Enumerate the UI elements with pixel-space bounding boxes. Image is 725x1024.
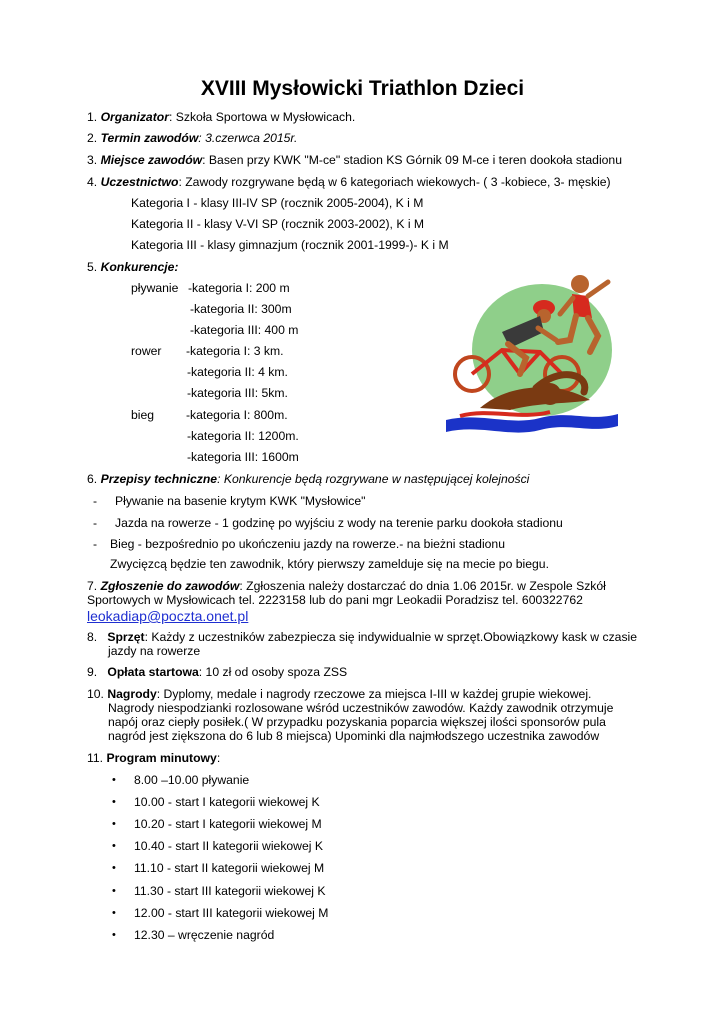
item-equipment: 8. Sprzęt: Każdy z uczestników zabezpiecza się indywidualnie w sprzęt.Obowiązkowy kask w czasie xyxy=(87,630,638,644)
schedule-entry: 10.20 - start I kategorii wiekowej M xyxy=(134,817,322,831)
category-line: Kategoria I - klasy III-IV SP (rocznik 2005-2004), K i M xyxy=(131,196,424,210)
item-competitions: 5. Konkurencje: xyxy=(87,260,179,274)
bullet-icon: • xyxy=(112,840,116,852)
item-awards: 10. Nagrody: Dyplomy, medale i nagrody rzeczowe za miejsca I-III w każdej grupie wiekowej. xyxy=(87,687,592,701)
schedule-entry: 8.00 –10.00 pływanie xyxy=(134,773,250,787)
category-line: Kategoria III - klasy gimnazjum (rocznik 2001-1999-)- K i M xyxy=(131,238,449,252)
bike-distance: -kategoria II: 4 km. xyxy=(187,365,288,379)
bike-label: rower xyxy=(131,344,162,358)
dash-marker: - xyxy=(93,494,98,508)
bullet-icon: • xyxy=(112,907,116,919)
registration-line: Sportowych w Mysłowicach tel. 2223158 lub do pani mgr Leokadii Poradzisz tel. 600322762 xyxy=(87,593,583,607)
rule-line: Bieg - bezpośrednio po ukończeniu jazdy na rowerze.- na bieżni stadionu xyxy=(110,537,505,551)
bullet-icon: • xyxy=(112,774,116,786)
swim-distance: -kategoria III: 400 m xyxy=(190,323,299,337)
bullet-icon: • xyxy=(112,885,116,897)
schedule-entry: 12.00 - start III kategorii wiekowej M xyxy=(134,906,329,920)
item-place: 3. Miejsce zawodów: Basen przy KWK "M-ce" stadion KS Górnik 09 M-ce i teren dookoła stadionu xyxy=(87,153,622,167)
bike-distance: -kategoria I: 3 km. xyxy=(186,344,284,358)
swim-distance: -kategoria II: 300m xyxy=(190,302,292,316)
bullet-icon: • xyxy=(112,862,116,874)
run-distance: -kategoria III: 1600m xyxy=(187,450,299,464)
dash-marker: - xyxy=(93,516,98,530)
run-distance: -kategoria II: 1200m. xyxy=(187,429,299,443)
awards-line: Nagrody niespodzianki rozlosowane wśród uczestników zawodów. Każdy zawodnik otrzymuje xyxy=(108,701,614,715)
item-organizer: 1. Organizator: Szkoła Sportowa w Mysłowicach. xyxy=(87,110,356,124)
run-label: bieg xyxy=(131,408,155,422)
awards-line: napój oraz ciepły posiłek.( W przypadku pozyskania poparcia większej ilości sponsorów pula xyxy=(108,715,606,729)
bullet-icon: • xyxy=(112,796,116,808)
rule-line: Pływanie na basenie krytym KWK "Mysłowice" xyxy=(115,494,366,508)
bullet-icon: • xyxy=(112,818,116,830)
winner-note: Zwycięzcą będzie ten zawodnik, który pierwszy zamelduje się na mecie po biegu. xyxy=(110,557,549,571)
schedule-entry: 10.40 - start II kategorii wiekowej K xyxy=(134,839,323,853)
awards-line: nagród jest ziększona do 6 lub 8 miejsca) Upominki dla najmłodszego uczestnika zawodów xyxy=(108,729,600,743)
triathlon-clipart-icon xyxy=(440,270,620,440)
item-participation: 4. Uczestnictwo: Zawody rozgrywane będą w 6 kategoriach wiekowych- ( 3 -kobiece, 3- męskie) xyxy=(87,175,611,189)
item-term: 2. Termin zawodów: 3.czerwca 2015r. xyxy=(87,131,298,145)
item-fee: 9. Opłata startowa: 10 zł od osoby spoza ZSS xyxy=(87,665,348,679)
item-schedule: 11. Program minutowy: xyxy=(87,751,221,765)
schedule-entry: 10.00 - start I kategorii wiekowej K xyxy=(134,795,320,809)
schedule-entry: 12.30 – wręczenie nagród xyxy=(134,928,275,942)
schedule-entry: 11.10 - start II kategorii wiekowej M xyxy=(134,861,325,875)
category-line: Kategoria II - klasy V-VI SP (rocznik 2003-2002), K i M xyxy=(131,217,425,231)
item-registration: 7. Zgłoszenie do zawodów: Zgłoszenia należy dostarczać do dnia 1.06 2015r. w Zespole Szkół xyxy=(87,579,606,593)
page-title: XVIII Mysłowicki Triathlon Dzieci xyxy=(200,77,525,100)
swim-label: pływanie xyxy=(131,281,179,295)
schedule-entry: 11.30 - start III kategorii wiekowej K xyxy=(134,884,326,898)
dash-marker: - xyxy=(93,537,98,551)
bike-distance: -kategoria III: 5km. xyxy=(187,386,288,400)
equipment-line: jazdy na rowerze xyxy=(108,644,201,658)
item-rules: 6. Przepisy techniczne: Konkurencje będą rozgrywane w następującej kolejności xyxy=(87,472,530,486)
swim-distance: -kategoria I: 200 m xyxy=(188,281,290,295)
email-link[interactable]: leokadiap@poczta.onet.pl xyxy=(87,608,249,624)
bullet-icon: • xyxy=(112,929,116,941)
run-distance: -kategoria I: 800m. xyxy=(186,408,288,422)
rule-line: Jazda na rowerze - 1 godzinę po wyjściu z wody na terenie parku dookoła stadionu xyxy=(115,516,563,530)
